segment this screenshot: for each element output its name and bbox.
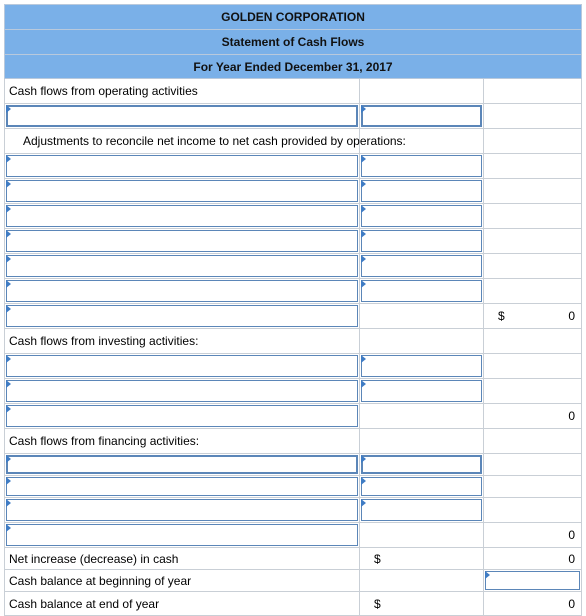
investing-total-label-input[interactable]	[6, 405, 358, 427]
investing-heading-row	[4, 329, 582, 354]
dropdown-arrow-icon	[6, 524, 11, 532]
operating-total-value: 0	[568, 309, 575, 323]
financing-total-value: 0	[568, 528, 575, 542]
financing-row	[4, 476, 582, 498]
adjustment-row	[4, 254, 582, 279]
company-name: GOLDEN CORPORATION	[4, 4, 582, 29]
statement-title: Statement of Cash Flows	[4, 29, 582, 54]
operating-item-label-input[interactable]	[6, 105, 358, 127]
net-change-label: Net increase (decrease) in cash	[9, 551, 179, 566]
adjustment-row	[4, 279, 582, 304]
financing-row	[4, 454, 582, 476]
end-balance-value: 0	[568, 596, 575, 611]
investing-label-input[interactable]	[6, 380, 358, 402]
operating-total-row	[4, 304, 582, 329]
dropdown-arrow-icon	[6, 477, 11, 485]
dropdown-arrow-icon	[361, 230, 366, 238]
dropdown-arrow-icon	[361, 105, 366, 113]
investing-heading: Cash flows from investing activities:	[9, 334, 199, 348]
dropdown-arrow-icon	[361, 477, 366, 485]
dropdown-arrow-icon	[6, 105, 11, 113]
net-change-value: 0	[568, 551, 575, 566]
dropdown-arrow-icon	[361, 355, 366, 363]
dropdown-arrow-icon	[361, 455, 366, 463]
beginning-balance-row	[4, 570, 582, 592]
dropdown-arrow-icon	[6, 155, 11, 163]
financing-label-input[interactable]	[6, 499, 358, 521]
dropdown-arrow-icon	[6, 255, 11, 263]
dropdown-arrow-icon	[6, 305, 11, 313]
financing-amount-input[interactable]	[361, 477, 482, 496]
beginning-balance-input[interactable]	[485, 571, 580, 590]
dropdown-arrow-icon	[361, 499, 366, 507]
dropdown-arrow-icon	[6, 355, 11, 363]
financing-heading: Cash flows from financing activities:	[9, 434, 200, 448]
operating-item-amount-input[interactable]	[361, 105, 482, 127]
adjustment-label-input[interactable]	[6, 205, 358, 227]
operating-total-currency: $	[498, 309, 505, 323]
adjustment-amount-input[interactable]	[361, 180, 482, 202]
dropdown-arrow-icon	[361, 155, 366, 163]
dropdown-arrow-icon	[361, 255, 366, 263]
cash-flow-worksheet	[4, 4, 582, 616]
adjustment-label-input[interactable]	[6, 280, 358, 302]
adjustments-label-row	[4, 129, 582, 154]
operating-heading-row	[4, 79, 582, 104]
adjustment-amount-input[interactable]	[361, 205, 482, 227]
end-balance-row	[4, 592, 582, 616]
operating-input-row	[4, 104, 582, 129]
adjustment-label-input[interactable]	[6, 230, 358, 252]
operating-total-label-input[interactable]	[6, 305, 358, 327]
financing-row	[4, 498, 582, 523]
dropdown-arrow-icon	[361, 180, 366, 188]
dropdown-arrow-icon	[361, 205, 366, 213]
adjustment-row	[4, 229, 582, 254]
adjustment-amount-input[interactable]	[361, 230, 482, 252]
investing-amount-input[interactable]	[361, 355, 482, 377]
adjustment-row	[4, 179, 582, 204]
dropdown-arrow-icon	[6, 205, 11, 213]
investing-total-value: 0	[568, 409, 575, 423]
dropdown-arrow-icon	[6, 405, 11, 413]
adjustments-label: Adjustments to reconcile net income to net cash provided by operations:	[23, 134, 406, 148]
dropdown-arrow-icon	[6, 455, 11, 463]
financing-label-input[interactable]	[6, 455, 358, 474]
beginning-balance-label: Cash balance at beginning of year	[9, 573, 192, 588]
dropdown-arrow-icon	[6, 230, 11, 238]
investing-label-input[interactable]	[6, 355, 358, 377]
net-change-currency: $	[374, 551, 381, 566]
financing-total-label-input[interactable]	[6, 524, 358, 546]
dropdown-arrow-icon	[361, 280, 366, 288]
adjustment-row	[4, 154, 582, 179]
adjustment-amount-input[interactable]	[361, 280, 482, 302]
dropdown-arrow-icon	[6, 380, 11, 388]
adjustment-row	[4, 204, 582, 229]
adjustment-amount-input[interactable]	[361, 155, 482, 177]
dropdown-arrow-icon	[6, 280, 11, 288]
financing-total-row	[4, 523, 582, 548]
investing-row	[4, 379, 582, 404]
dropdown-arrow-icon	[361, 380, 366, 388]
adjustment-label-input[interactable]	[6, 255, 358, 277]
financing-label-input[interactable]	[6, 477, 358, 496]
statement-period: For Year Ended December 31, 2017	[4, 54, 582, 79]
investing-row	[4, 354, 582, 379]
operating-heading: Cash flows from operating activities	[9, 84, 198, 98]
adjustment-amount-input[interactable]	[361, 255, 482, 277]
adjustment-label-input[interactable]	[6, 155, 358, 177]
dropdown-arrow-icon	[485, 571, 490, 579]
dropdown-arrow-icon	[6, 180, 11, 188]
investing-total-row	[4, 404, 582, 429]
end-balance-currency: $	[374, 596, 381, 611]
financing-heading-row	[4, 429, 582, 454]
financing-amount-input[interactable]	[361, 455, 482, 474]
investing-amount-input[interactable]	[361, 380, 482, 402]
net-change-row	[4, 548, 582, 570]
financing-amount-input[interactable]	[361, 499, 482, 521]
end-balance-label: Cash balance at end of year	[9, 596, 160, 611]
dropdown-arrow-icon	[6, 499, 11, 507]
adjustment-label-input[interactable]	[6, 180, 358, 202]
